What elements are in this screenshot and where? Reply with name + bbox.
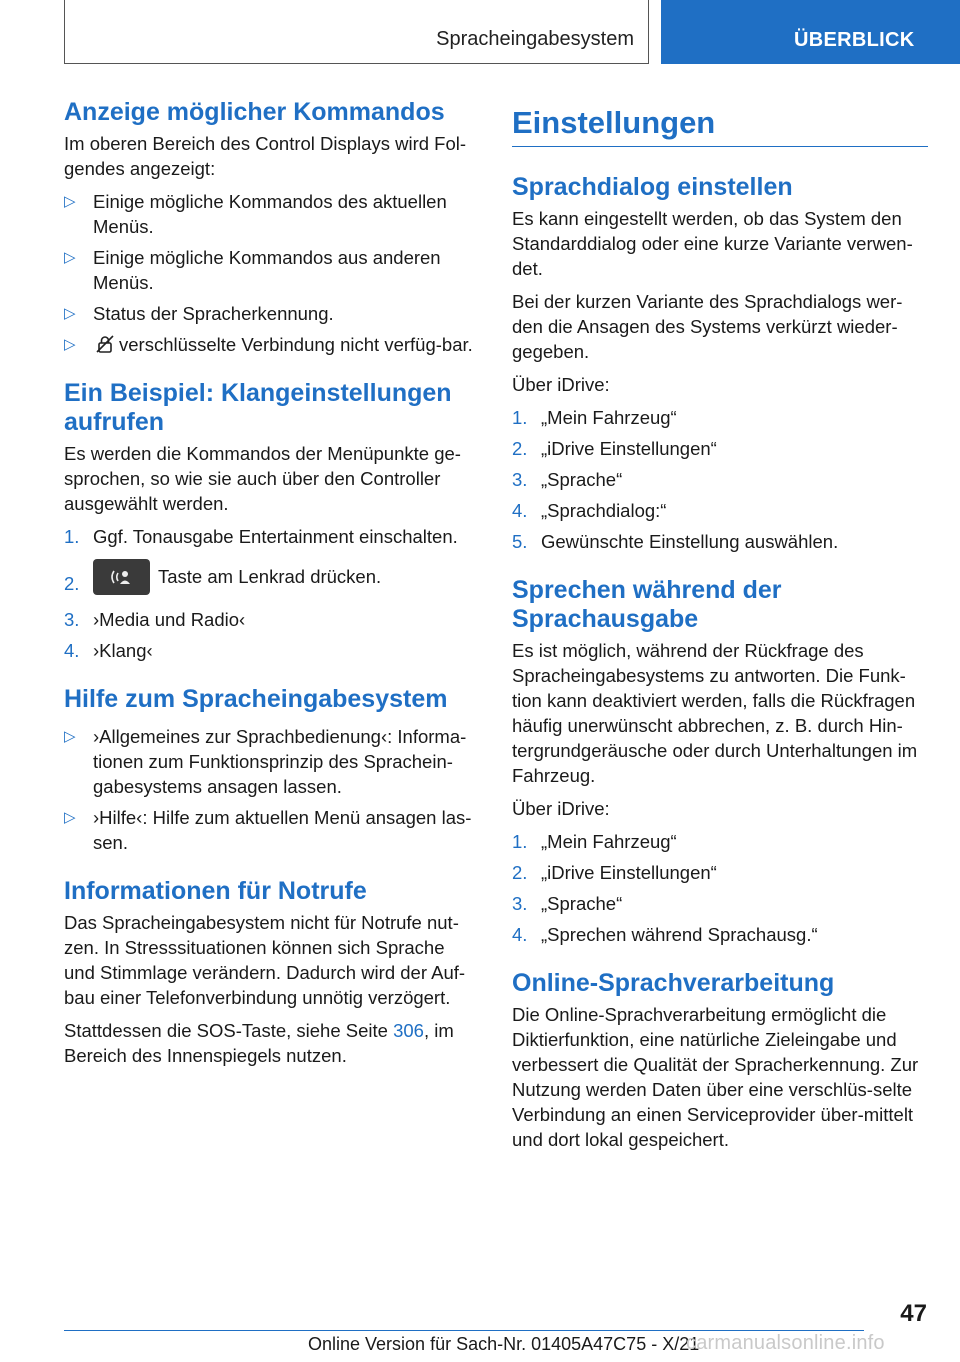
section-help xyxy=(64,685,478,855)
list-item: ▷ Einige mögliche Kommandos des aktuellen Menüs. xyxy=(64,191,447,237)
paragraph: Die Online-Sprachverarbeitung ermöglicht die Diktierfunktion, eine natürliche Zieleingabe und verbessert die Qualität der Spracherkennung. Zur Nutzung werden Daten über eine verschlüs-selte Verbindung an einen Serviceprovider über-mittelt und dort lokal gespeichert. xyxy=(512,1004,919,1150)
list-item: ▷ Einige mögliche Kommandos aus anderen Menüs. xyxy=(64,247,441,293)
section-emergency xyxy=(64,877,478,1068)
chapter-heading: Einstellungen xyxy=(512,105,716,140)
section-title: Spracheingabesystem xyxy=(436,28,634,50)
triangle-right-icon: ▷ xyxy=(64,728,76,745)
list-item: 2. „iDrive Einstellungen“ xyxy=(512,438,717,459)
section-heading: Sprechen während der Sprachausgabe xyxy=(512,576,782,633)
triangle-right-icon: ▷ xyxy=(64,193,76,210)
paragraph: Über iDrive: xyxy=(512,798,610,819)
list-item: 5. Gewünschte Einstellung auswählen. xyxy=(512,531,839,552)
list-item: ▷ ›Allgemeines zur Sprachbedienung‹: Informa-tionen zum Funktionsprinzip des Sprachein-gabesystems ansagen lassen. xyxy=(64,726,467,797)
step-list xyxy=(64,524,478,663)
page-number: 47 xyxy=(900,1300,927,1327)
list-item: 3. ›Media und Radio‹ xyxy=(64,609,246,630)
step-list xyxy=(512,829,928,947)
step-list xyxy=(512,405,928,554)
paragraph: Es ist möglich, während der Rückfrage des Spracheingabesystems zu antworten. Die Funk-tion kann deaktiviert werden, falls die Rückfragen häufig unerwünscht abbrechen, z. B. durch Hin-tergrundgeräusche oder durch Unterhaltungen im Fahrzeug. xyxy=(512,640,918,786)
section-barge-in xyxy=(512,576,928,947)
list-item: 2. Taste am Lenkrad drücken. xyxy=(64,559,478,595)
list-item: 1. Ggf. Tonausgabe Entertainment einschalten. xyxy=(64,526,458,547)
triangle-right-icon: ▷ xyxy=(64,249,76,266)
list-item: ▷ verschlüsselte Verbindung nicht verfüg-bar. xyxy=(64,334,473,355)
section-heading: Informationen für Notrufe xyxy=(64,877,367,905)
list-item: 1. „Mein Fahrzeug“ xyxy=(512,831,677,852)
list-item: ▷ Status der Spracherkennung. xyxy=(64,303,334,324)
section-online xyxy=(512,969,928,1152)
section-heading: Sprachdialog einstellen xyxy=(512,173,793,201)
bullet-list xyxy=(64,724,478,855)
paragraph: Das Spracheingabesystem nicht für Notrufe nut-zen. In Stresssituationen können sich Sprache und Stimmlage verändern. Dadurch wird der Auf-bau einer Telefonverbindung unnötig verzögert. xyxy=(64,912,466,1008)
triangle-right-icon: ▷ xyxy=(64,305,76,322)
lock-crossed-icon xyxy=(95,334,115,354)
list-item: 4. ›Klang‹ xyxy=(64,640,153,661)
section-heading: Ein Beispiel: Klangeinstellungen aufrufen xyxy=(64,379,452,436)
list-item: 3. „Sprache“ xyxy=(512,893,623,914)
list-item: 1. „Mein Fahrzeug“ xyxy=(512,407,677,428)
section-commands xyxy=(64,98,478,357)
watermark: carmanualsonline.info xyxy=(686,1332,885,1354)
header-box xyxy=(64,0,649,64)
voice-button-icon xyxy=(93,559,150,595)
triangle-right-icon: ▷ xyxy=(64,336,76,353)
section-example xyxy=(64,379,478,663)
list-item: 2. „iDrive Einstellungen“ xyxy=(512,862,717,883)
online-version-note: Online Version für Sach-Nr. 01405A47C75 - X/21 xyxy=(308,1334,700,1354)
list-item: 3. „Sprache“ xyxy=(512,469,623,490)
paragraph: Stattdessen die SOS-Taste, siehe Seite 306, im Bereich des Innenspiegels nutzen. xyxy=(64,1020,454,1066)
paragraph: Im oberen Bereich des Control Displays wird Fol-gendes angezeigt: xyxy=(64,133,467,179)
paragraph: Über iDrive: xyxy=(512,374,610,395)
paragraph: Es werden die Kommandos der Menüpunkte ge-sprochen, so wie sie auch über den Controller ausgewählt werden. xyxy=(64,443,461,514)
left-column xyxy=(64,98,478,1085)
chapter-tab xyxy=(661,0,960,64)
list-item: 4. „Sprachdialog:“ xyxy=(512,500,667,521)
list-item: ▷ ›Hilfe‹: Hilfe zum aktuellen Menü ansagen las-sen. xyxy=(64,807,472,853)
triangle-right-icon: ▷ xyxy=(64,809,76,826)
bullet-list xyxy=(64,189,478,357)
heading-rule xyxy=(512,146,928,147)
section-heading: Hilfe zum Spracheingabesystem xyxy=(64,685,448,713)
paragraph: Bei der kurzen Variante des Sprachdialogs wer-den die Ansagen des Systems verkürzt wieder-gegeben. xyxy=(512,291,903,362)
paragraph: Es kann eingestellt werden, ob das System den Standarddialog oder eine kurze Variante verwen-det. xyxy=(512,208,913,279)
footer-rule xyxy=(64,1330,864,1331)
list-item: 4. „Sprechen während Sprachausg.“ xyxy=(512,924,818,945)
section-heading: Online-Sprachverarbeitung xyxy=(512,969,835,997)
section-dialog xyxy=(512,173,928,554)
right-column xyxy=(512,100,928,1169)
chapter-tab-label: ÜBERBLICK xyxy=(794,29,915,51)
section-heading: Anzeige möglicher Kommandos xyxy=(64,98,445,126)
page-reference-link[interactable]: 306 xyxy=(393,1020,424,1041)
